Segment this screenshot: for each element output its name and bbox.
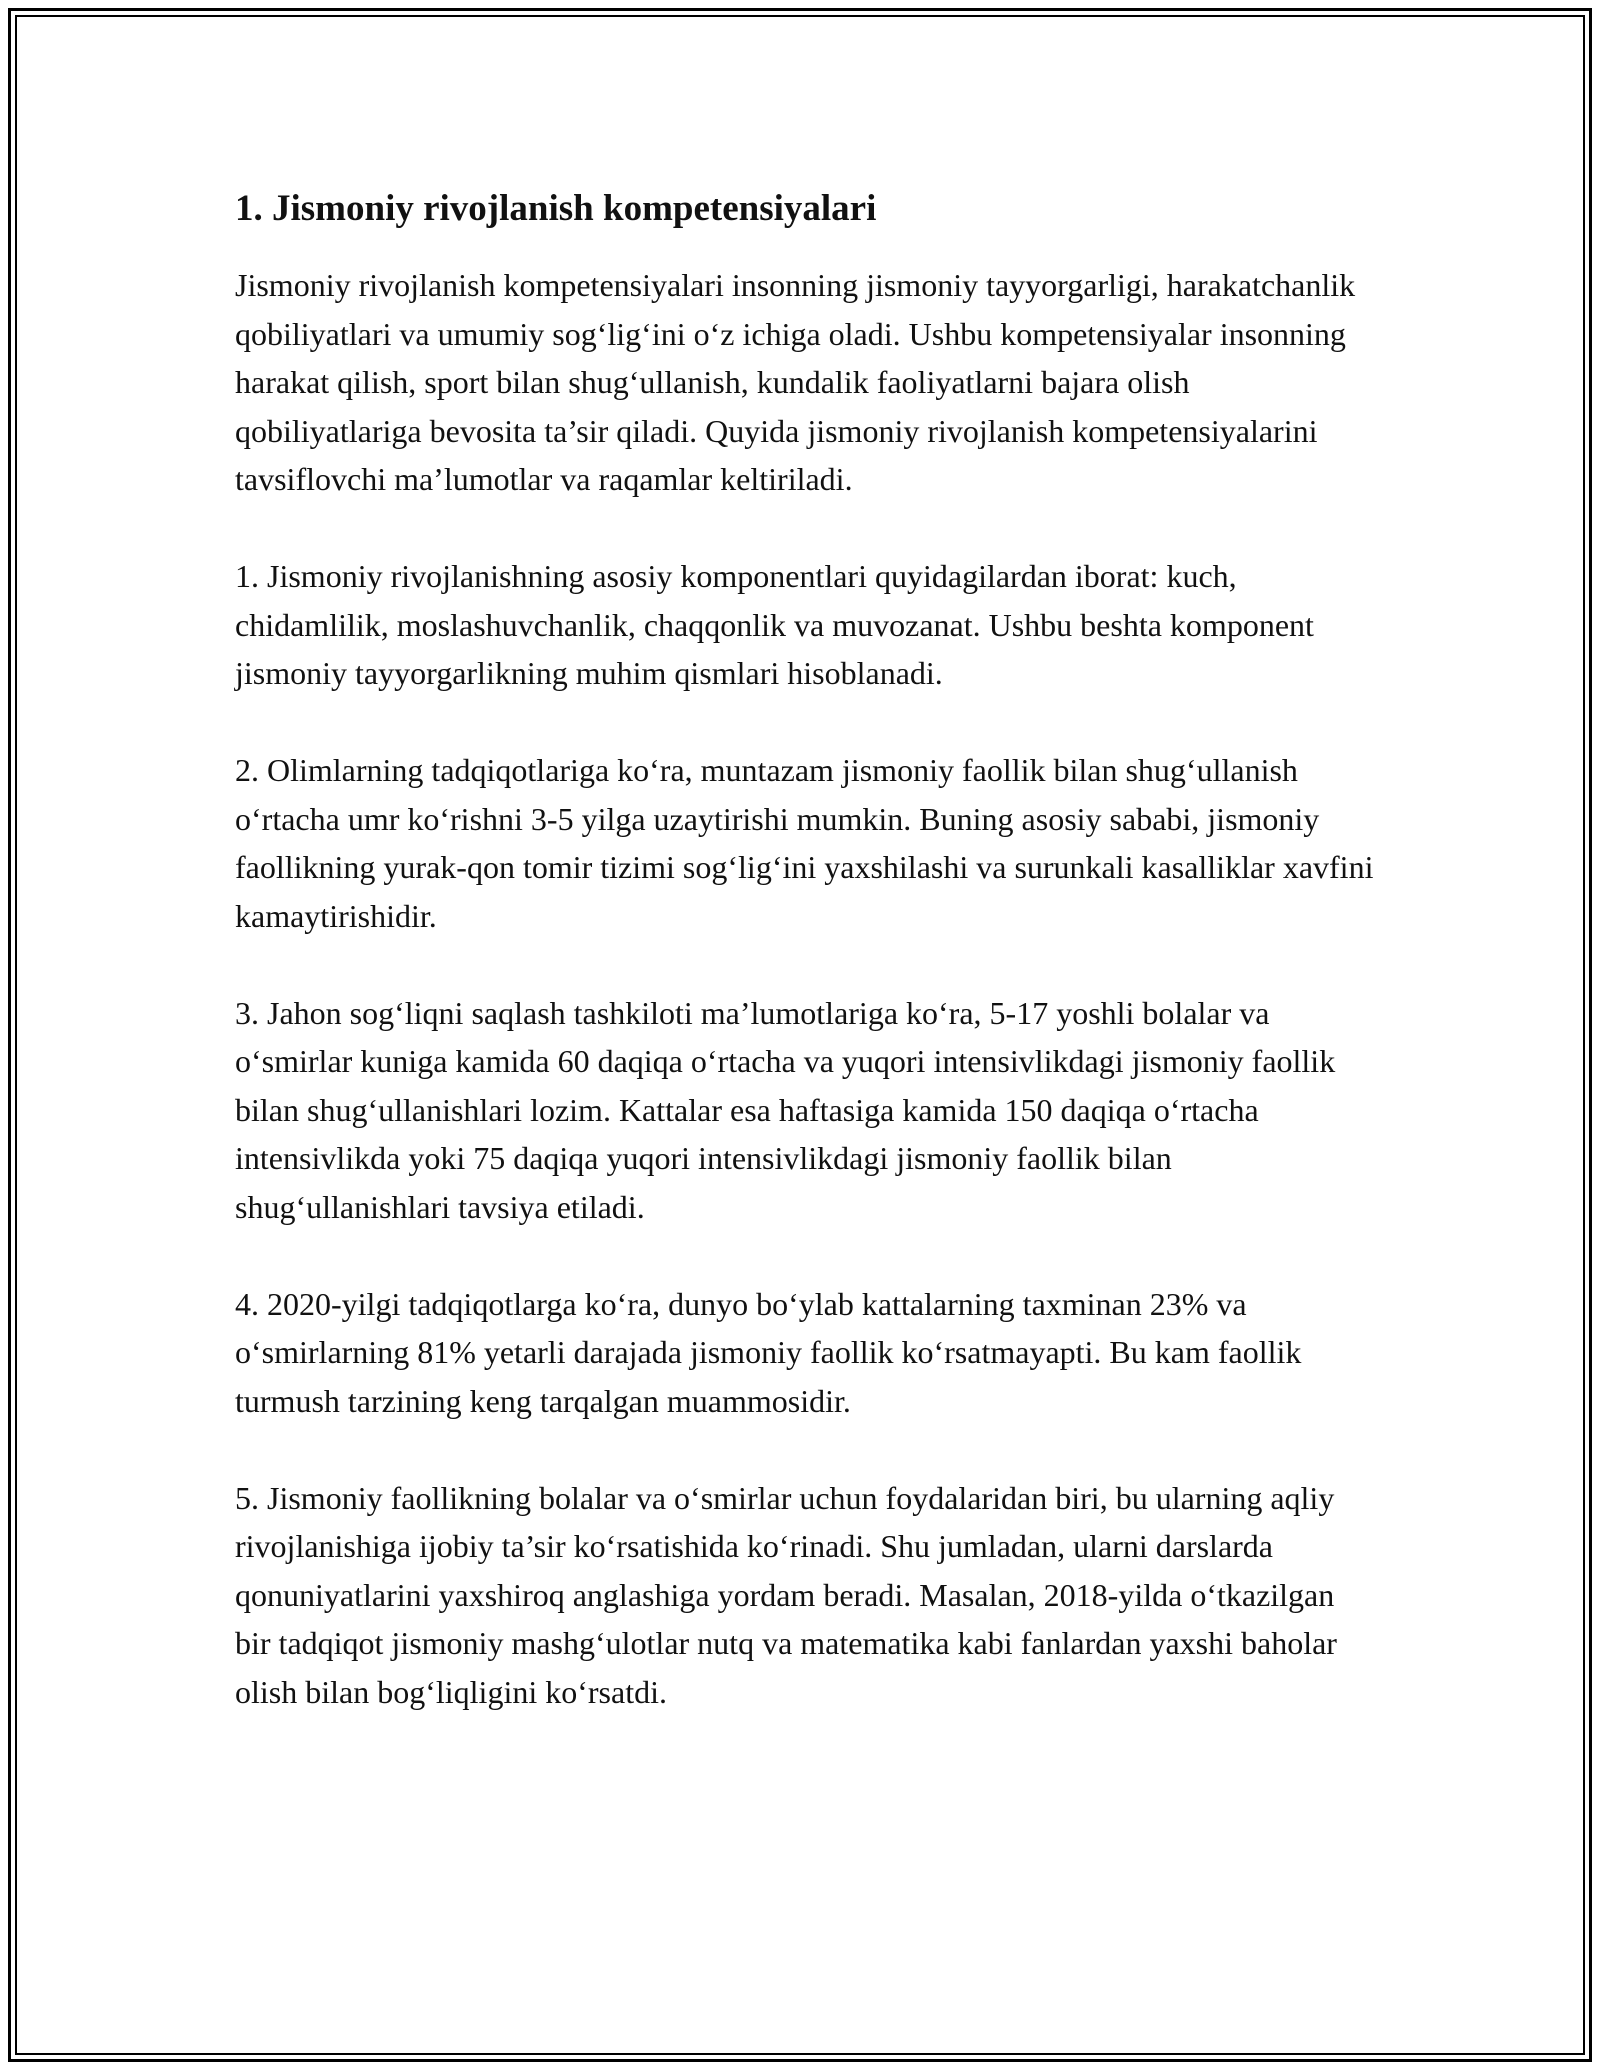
list-item-1-paragraph: 1. Jismoniy rivojlanishning asosiy komponentlari quyidagilardan iborat: kuch, chidamlilik, moslashuvchanlik, chaqqonlik va muvozanat. Ushbu beshta komponent jismoniy tayyorgarlikning muhim qismlari hisoblanadi. (235, 558, 1314, 691)
section-heading: 1. Jismoniy rivojlanish kompetensiyalari (235, 188, 877, 229)
list-item-3-paragraph: 3. Jahon sog‘liqni saqlash tashkiloti ma’lumotlariga ko‘ra, 5-17 yoshli bolalar va o‘smirlar kuniga kamida 60 daqiqa o‘rtacha va yuqori intensivlikdagi jismoniy faollik bilan shug‘ullanishlari lozim. Kattalar esa haftasiga kamida 150 daqiqa o‘rtacha intensivlikda yoki 75 daqiqa yuqori intensivlikdagi jismoniy faollik bilan shug‘ullanishlari tavsiya etiladi. (235, 994, 1336, 1225)
list-item-4-paragraph: 4. 2020-yilgi tadqiqotlarga ko‘ra, dunyo bo‘ylab kattalarning taxminan 23% va o‘smirlarning 81% yetarli darajada jismoniy faollik ko‘rsatmayapti. Bu kam faollik turmush tarzining keng tarqalgan muammosidir. (235, 1285, 1302, 1419)
list-item-5-paragraph: 5. Jismoniy faollikning bolalar va o‘smirlar uchun foydalaridan biri, bu ularning aqliy rivojlanishiga ijobiy ta’sir ko‘rsatishida ko‘rinadi. Shu jumladan, ularni darslarda qonuniyatlarini yaxshiroq anglashiga yordam beradi. Masalan, 2018-yilda o‘tkazilgan bir tadqiqot jismoniy mashg‘ulotlar nutq va matematika kabi fanlardan yaxshi baholar olish bilan bog‘liqligini ko‘rsatdi. (235, 1479, 1337, 1710)
document-body (235, 185, 1375, 1765)
intro-paragraph: Jismoniy rivojlanish kompetensiyalari insonning jismoniy tayyorgarligi, harakatchanlik qobiliyatlari va umumiy sog‘lig‘ini o‘z ichiga oladi. Ushbu kompetensiyalar insonning harakat qilish, sport bilan shug‘ullanish, kundalik faoliyatlarni bajara olish qobiliyatlariga bevosita ta’sir qiladi. Quyida jismoniy rivojlanish kompetensiyalarini tavsiflovchi ma’lumotlar va raqamlar keltiriladi. (235, 267, 1356, 497)
list-item-2-paragraph: 2. Olimlarning tadqiqotlariga ko‘ra, muntazam jismoniy faollik bilan shug‘ullanish o‘rtacha umr ko‘rishni 3-5 yilga uzaytirishi mumkin. Buning asosiy sababi, jismoniy faollikning yurak-qon tomir tizimi sog‘lig‘ini yaxshilashi va surunkali kasalliklar xavfini kamaytirishidir. (235, 752, 1374, 934)
